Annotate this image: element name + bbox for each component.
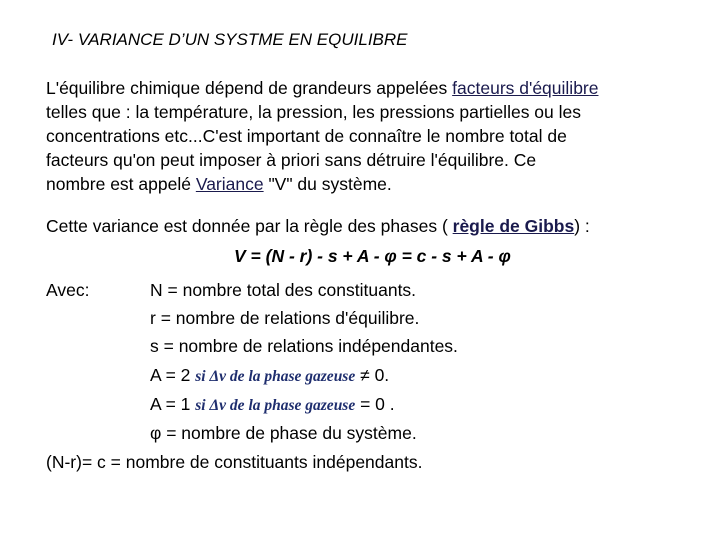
section-title: IV- VARIANCE D’UN SYSTME EN EQUILIBRE [52,30,408,49]
def-s: s = nombre de relations indépendantes. [150,336,458,356]
gibbs-sentence [46,216,590,237]
variance-formula: V = (N - r) - s + A - φ = c - s + A - φ [234,246,511,266]
def-r: r = nombre de relations d'équilibre. [150,308,420,328]
gibbs-text-b: ) : [574,216,590,236]
variance-link: Variance [195,174,264,194]
def-A1 [150,394,395,415]
def-A2 [150,365,389,386]
def-A2-cond: si Δv de la phase gazeuse [195,368,356,385]
def-A2-a: A = 2 [150,365,196,385]
para-line-3: concentrations etc...C'est important de connaître le nombre total de [46,126,567,146]
facteurs-link: facteurs d'équilibre [452,78,599,98]
intro-paragraph [46,76,696,196]
gibbs-link: règle de Gibbs [452,216,575,236]
def-A1-a: A = 1 [150,394,196,414]
def-phi: φ = nombre de phase du système. [150,423,417,443]
last-line: (N-r)= c = nombre de constituants indépendants. [46,452,423,472]
avec-label: Avec: [46,280,90,300]
gibbs-text-a: Cette variance est donnée par la règle des phases ( [46,216,453,236]
para-line-2: telles que : la température, la pression, les pressions partielles ou les [46,102,581,122]
para-line-1: L'équilibre chimique dépend de grandeurs appelées [46,78,453,98]
para-line-5b: "V" du système. [263,174,392,194]
para-line-4: facteurs qu'on peut imposer à priori sans détruire l'équilibre. Ce [46,150,537,170]
def-N: N = nombre total des constituants. [150,280,417,300]
def-A1-cond: si Δv de la phase gazeuse [195,397,356,414]
def-A2-c: ≠ 0. [355,365,390,385]
def-A1-c: = 0 . [355,394,395,414]
para-line-5a: nombre est appelé [46,174,196,194]
